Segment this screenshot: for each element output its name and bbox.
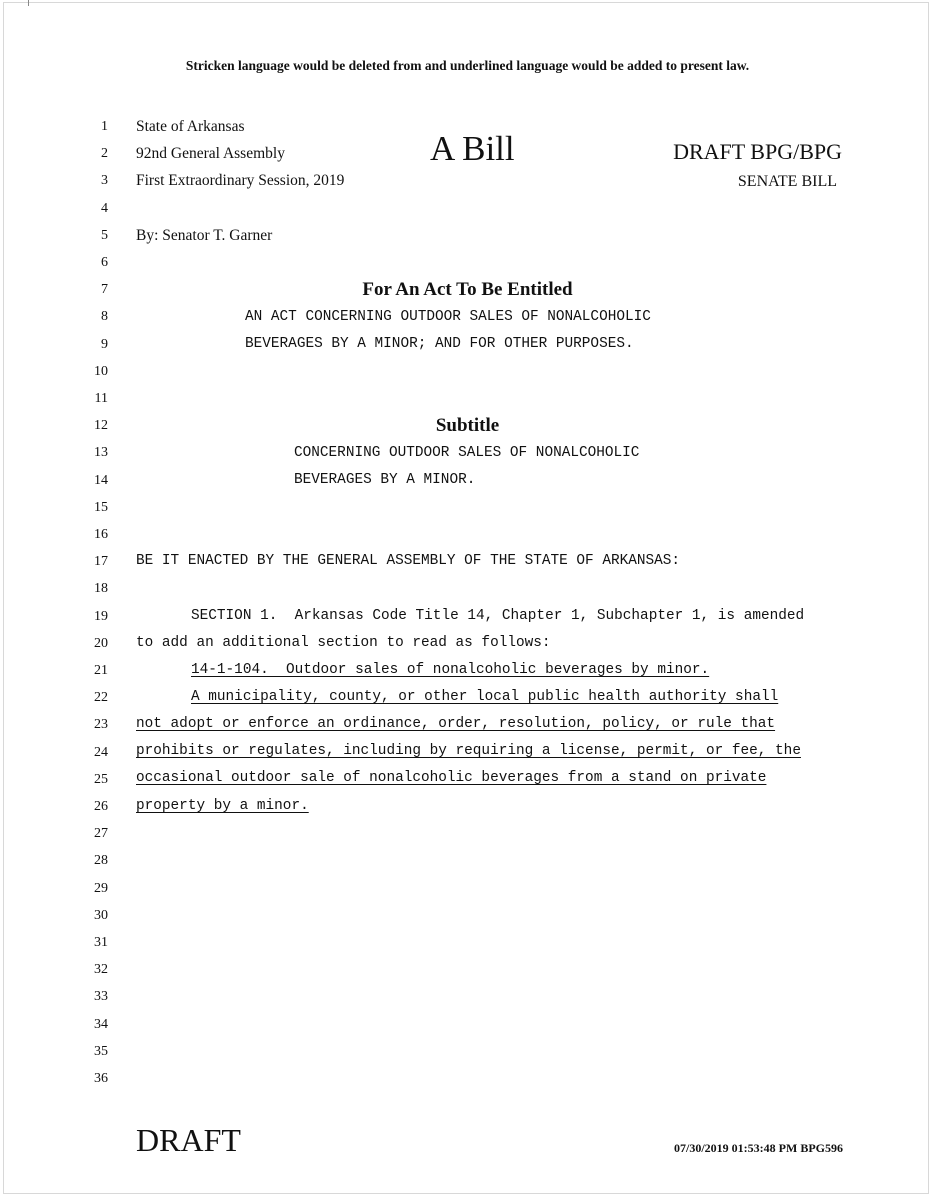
line-number: 8 [101, 309, 108, 325]
act-title-line-2: BEVERAGES BY A MINOR; AND FOR OTHER PURPOSES. [245, 336, 634, 352]
added-text-line-4: occasional outdoor sale of nonalcoholic beverages from a stand on private [136, 770, 767, 786]
line-number: 25 [94, 771, 108, 787]
act-heading: For An Act To Be Entitled [362, 279, 573, 300]
added-text-line-2: not adopt or enforce an ordinance, order, resolution, policy, or rule that [136, 716, 776, 732]
crop-mark [28, 0, 29, 6]
line-number: 29 [94, 880, 108, 896]
line-number: 3 [101, 173, 108, 189]
line-number: 7 [101, 282, 108, 298]
line-number: 2 [101, 146, 108, 162]
bill-type: SENATE BILL [737, 173, 837, 190]
line-number: 36 [94, 1071, 108, 1086]
line-number: 6 [101, 255, 108, 270]
line-number: 35 [94, 1043, 108, 1059]
line-number: 32 [94, 962, 108, 978]
section-1-line-1: SECTION 1. Arkansas Code Title 14, Chapter 1, Subchapter 1, is amended [191, 608, 805, 624]
line-number: 21 [94, 663, 108, 678]
line-number: 12 [94, 418, 108, 434]
draft-timestamp: 07/30/2019 01:53:48 PM BPG596 [674, 1141, 843, 1155]
line-number: 33 [94, 989, 108, 1005]
enacting-clause: BE IT ENACTED BY THE GENERAL ASSEMBLY OF THE STATE OF ARKANSAS: [136, 553, 681, 569]
draft-watermark-label: DRAFT [136, 1122, 241, 1158]
line-number: 28 [94, 853, 108, 869]
draft-code: DRAFT BPG/BPG [673, 139, 842, 164]
added-text-line-1: A municipality, county, or other local public health authority shall [191, 689, 779, 705]
state-name: State of Arkansas [136, 118, 245, 135]
line-number: 11 [94, 391, 108, 406]
line-number: 20 [94, 635, 108, 651]
new-section-title: 14-1-104. Outdoor sales of nonalcoholic beverages by minor. [191, 662, 710, 678]
line-number: 9 [101, 336, 108, 352]
general-assembly: 92nd General Assembly [136, 145, 285, 162]
line-number: 31 [94, 935, 108, 950]
line-number: 30 [94, 907, 108, 923]
session-name: First Extraordinary Session, 2019 [136, 172, 345, 189]
line-number: 19 [94, 608, 108, 624]
strike-underline-notice: Stricken language would be deleted from and underlined language would be added to present law. [185, 58, 750, 73]
bill-title: A Bill [430, 129, 515, 168]
line-number: 16 [94, 527, 108, 542]
line-number: 1 [101, 119, 108, 134]
line-number: 27 [94, 826, 108, 842]
line-number: 13 [94, 445, 108, 461]
line-number: 15 [94, 499, 108, 515]
line-number: 4 [101, 200, 108, 216]
subtitle-line-1: CONCERNING OUTDOOR SALES OF NONALCOHOLIC [294, 445, 640, 461]
line-number: 24 [94, 744, 108, 760]
sponsor: By: Senator T. Garner [136, 227, 273, 244]
line-number: 14 [94, 472, 108, 488]
line-number: 5 [101, 227, 108, 243]
subtitle-heading: Subtitle [435, 415, 500, 436]
subtitle-line-2: BEVERAGES BY A MINOR. [294, 472, 476, 488]
added-text-line-3: prohibits or regulates, including by requiring a license, permit, or fee, the [136, 743, 801, 759]
act-title-line-1: AN ACT CONCERNING OUTDOOR SALES OF NONALCOHOLIC [245, 309, 651, 325]
section-1-line-2: to add an additional section to read as follows: [136, 635, 551, 651]
line-number: 17 [94, 554, 108, 570]
line-number: 26 [94, 799, 108, 814]
line-number: 34 [94, 1016, 108, 1032]
line-number: 22 [94, 690, 108, 706]
added-text-line-5: property by a minor. [136, 798, 309, 814]
line-number: 10 [94, 363, 108, 379]
line-number: 18 [94, 581, 108, 597]
line-number: 23 [94, 717, 108, 733]
